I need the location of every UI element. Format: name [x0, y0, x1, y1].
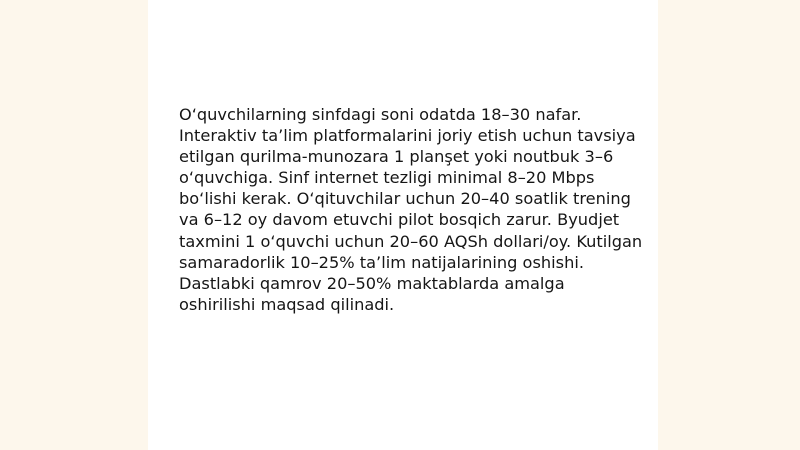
body-paragraph: O‘quvchilarning sinfdagi soni odatda 18–30 nafar. Interaktiv ta’lim platformalarini joriy etish uchun tavsiya etilgan qurilma-munozara 1 planşet yoki noutbuk 3–6 o‘quvchiga. Sinf internet tezligi minimal 8–20 Mbps bo‘lishi kerak. O‘qituvchilar uchun 20–40 soatlik trening va 6–12 oy davom etuvchi pilot bosqich zarur. Byudjet taxmini 1 o‘quvchi uchun 20–60 AQSh dollari/oy. Kutilgan samaradorlik 10–25% ta’lim natijalarining oshishi. Dastlabki qamrov 20–50% maktablarda amalga oshirilishi maqsad qilinadi. [179, 105, 643, 314]
document-page [148, 0, 658, 450]
